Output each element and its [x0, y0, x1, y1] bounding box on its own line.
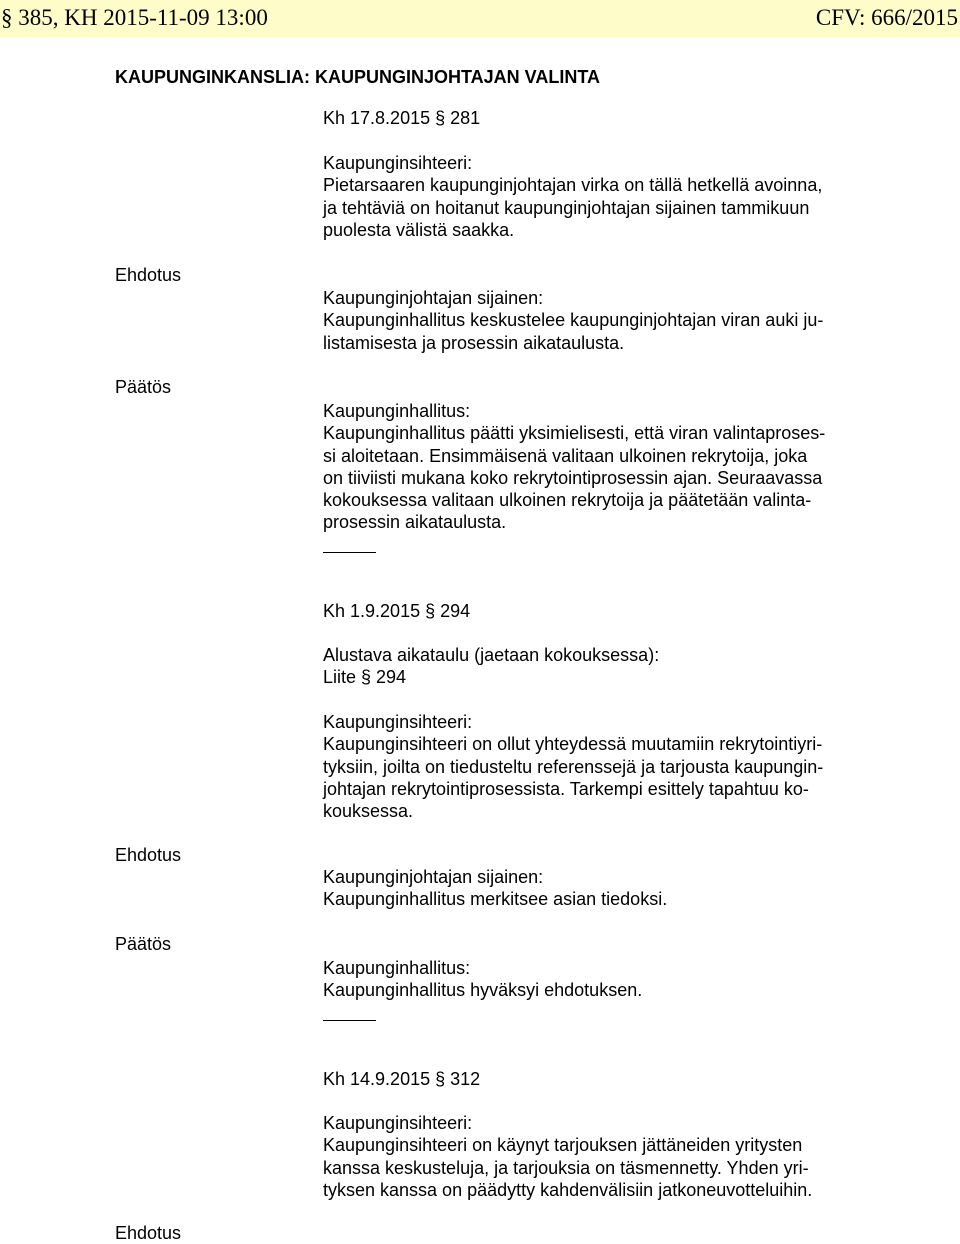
paragraph	[323, 400, 868, 534]
text-line: kanssa keskusteluja, ja tarjouksia on täsmennetty. Yhden yri-	[323, 1157, 809, 1178]
speaker-label: Kaupunginsihteeri:	[323, 1113, 473, 1133]
ehdotus-label: Ehdotus	[115, 1223, 182, 1243]
speaker-label: Kaupunginsihteeri:	[323, 153, 473, 173]
text-line: Kaupunginsihteeri on käynyt tarjouksen jättäneiden yritysten	[323, 1135, 803, 1156]
ehdotus-label: Ehdotus	[115, 845, 182, 865]
text-line: Kaupunginhallitus päätti yksimielisesti, että viran valintaproses-	[323, 423, 826, 444]
text-line: tyksiin, joilta on tiedusteltu referenssejä ja tarjousta kaupungin-	[323, 756, 824, 777]
header-case-reference: § 385, KH 2015-11-09 13:00	[1, 5, 268, 30]
section-divider	[323, 1020, 376, 1021]
text-line: kokouksessa valitaan ulkoinen rekrytoija ja päätetään valinta-	[323, 490, 812, 511]
text-line: Kaupunginhallitus merkitsee asian tiedoksi.	[323, 889, 668, 910]
speaker-label: Kaupunginjohtajan sijainen:	[323, 288, 544, 308]
paatos-label: Päätös	[115, 934, 172, 954]
header-bar	[0, 0, 960, 37]
speaker-label: Kaupunginhallitus:	[323, 401, 471, 421]
attachment-reference: Liite § 294	[323, 667, 407, 688]
paragraph	[323, 866, 868, 911]
text-line: Pietarsaaren kaupunginjohtajan virka on tällä hetkellä avoinna,	[323, 175, 823, 196]
meeting-heading: Kh 17.8.2015 § 281	[323, 108, 481, 128]
text-line: prosessin aikataulusta.	[323, 512, 507, 533]
paragraph	[323, 957, 868, 1002]
text-line: Kaupunginsihteeri on ollut yhteydessä muutamiin rekrytointiyri-	[323, 734, 823, 755]
text-line: kouksessa.	[323, 801, 414, 822]
meeting-heading: Kh 1.9.2015 § 294	[323, 601, 471, 621]
speaker-label: Kaupunginsihteeri:	[323, 712, 473, 732]
text-line: tyksen kanssa on päädytty kahdenvälisiin jatkoneuvotteluihin.	[323, 1179, 813, 1200]
meeting-heading: Kh 14.9.2015 § 312	[323, 1069, 481, 1089]
text-line: puolesta välistä saakka.	[323, 219, 515, 240]
text-line: Kaupunginhallitus hyväksyi ehdotuksen.	[323, 980, 643, 1001]
section-divider	[323, 552, 376, 553]
paragraph	[323, 152, 868, 241]
document-title: KAUPUNGINKANSLIA: KAUPUNGINJOHTAJAN VALINTA	[115, 67, 600, 87]
text-line: johtajan rekrytointiprosessista. Tarkempi esittely tapahtuu ko-	[323, 778, 809, 799]
paragraph	[323, 1112, 868, 1201]
text-line: ja tehtäviä on hoitanut kaupunginjohtajan sijainen tammikuun	[323, 197, 810, 218]
paatos-label: Päätös	[115, 377, 172, 397]
paragraph	[323, 287, 868, 354]
ehdotus-label: Ehdotus	[115, 265, 182, 285]
header-cfv-number: CFV: 666/2015	[815, 5, 958, 30]
paragraph	[323, 644, 868, 689]
text-line: listamisesta ja prosessin aikataulusta.	[323, 332, 625, 353]
text-line: Kaupunginhallitus keskustelee kaupunginjohtajan viran auki ju-	[323, 310, 824, 331]
speaker-label: Kaupunginjohtajan sijainen:	[323, 867, 544, 887]
paragraph	[323, 711, 868, 822]
text-line: on tiiviisti mukana koko rekrytointiprosessin ajan. Seuraavassa	[323, 467, 823, 488]
speaker-label: Alustava aikataulu (jaetaan kokouksessa):	[323, 645, 660, 665]
speaker-label: Kaupunginhallitus:	[323, 958, 471, 978]
text-line: si aloitetaan. Ensimmäisenä valitaan ulkoinen rekrytoija, joka	[323, 445, 808, 466]
